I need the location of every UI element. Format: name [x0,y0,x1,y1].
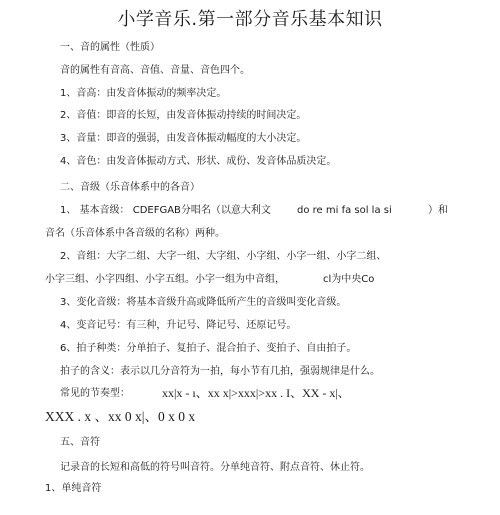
list-item-volume: 3、音量：即音的强弱，由发音体振动幅度的大小决定。 [60,133,307,144]
rhythm-patterns-label: 常见的节奏型： [60,388,130,399]
subheading-simple-notes: 1、单纯音符 [45,483,102,494]
paragraph-note-names: 音名（乐音体系中各音级的名称）两种。 [45,228,225,239]
list-item-accidentals: 4、变音记号：有三种，升记号、降记号、还原记号。 [60,320,297,331]
paragraph-notes: 记录音的长短和高低的符号叫音符。分单纯音符、附点音符、休止符。 [60,462,370,473]
paragraph-meter-meaning: 拍子的含义：表示以几分音符为一拍，每小节有几拍，强弱规律是什么。 [60,366,380,377]
list-item-duration: 2、音值：即音的长短，由发音体振动持续的时间决定。 [60,110,307,121]
paragraph-octave-groups-cont: 小字三组、小字四组、小字五组。小字一组为中音组， [45,274,285,285]
section-heading-scale-degrees: 二、音级（乐音体系中的各音） [60,182,200,193]
list-item-timbre: 4、音色：由发音体振动方式、形状、成份、发音体品质决定。 [60,156,337,167]
list-item-octave-groups: 2、音组：大字二组、大字一组、大字组、小字组、小字一组、小字二组、 [60,251,387,262]
middle-c-note: cl为中央Co [323,274,375,285]
rhythm-patterns-line-1: xx|x - ı、xx x|>xxx|>xx . I、XX - x|、 [162,386,350,400]
list-item-pitch: 1、音高：由发音体振动的频率决定。 [60,88,227,99]
document-title: 小学音乐.第一部分音乐基本知识 [117,9,383,30]
section-heading-notes: 五、音符 [60,437,100,448]
list-item-meter-types: 6、拍子种类：分单拍子、复拍子、混合拍子、变拍子、自由拍子。 [60,343,357,354]
list-item-basic-degrees-end: ）和 [428,205,448,216]
list-item-altered-degrees: 3、变化音级：将基本音级升高或降低所产生的音级叫变化音级。 [60,297,347,308]
solfege-syllables: do re mi fa sol la si [297,205,392,216]
rhythm-patterns-line-2: XXX . x 、xx 0 x|、0 x 0 x [45,409,196,424]
paragraph-sound-properties: 音的属性有音高、音值、音量、音色四个。 [60,65,250,76]
list-item-basic-degrees: 1、 基本音级： CDEFGAB分唱名（以意大利文 [60,205,271,216]
section-heading-sound-properties: 一、音的属性（性质） [60,42,160,53]
